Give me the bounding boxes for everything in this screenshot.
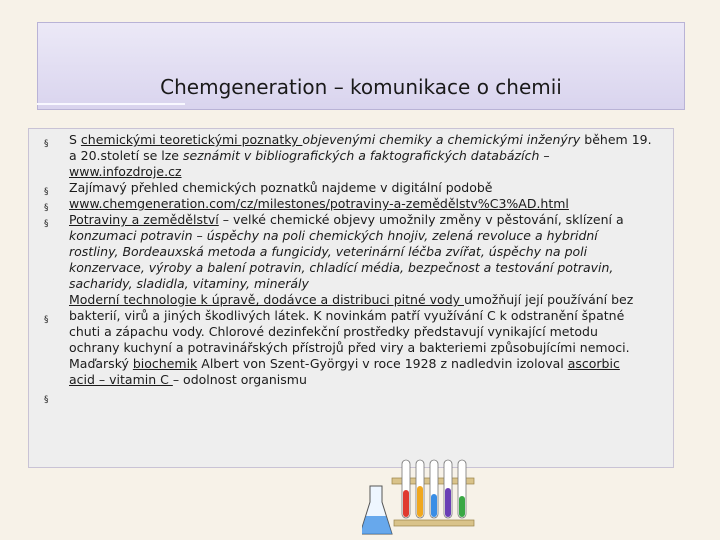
bullet-marker: § (44, 139, 49, 149)
bullet-marker: § (44, 219, 49, 229)
link-vitamin-c[interactable]: acid – vitamin C (69, 372, 173, 387)
link-chemgeneration[interactable]: www.chemgeneration.com/cz/milestones/potraviny-a-zemědělstv%C3%AD.html (69, 196, 569, 211)
text: umožňují její používání bez (464, 292, 634, 307)
bullet-marker: § (44, 315, 49, 325)
bullet-marker: § (44, 187, 49, 197)
link-chemical-knowledge[interactable]: chemickými teoretickými poznatky (80, 132, 303, 147)
text: během 19. (580, 132, 652, 147)
bullet-4-line-3: rostliny, Bordeauxská metoda a fungicidy, veterinární léčba zvířat, úspěchy na poli (69, 244, 588, 259)
bullet-5-line-1 (69, 292, 673, 308)
bullet-3-line-1 (69, 196, 673, 212)
title-box (37, 22, 685, 110)
bullet-2-line-1: Zajímavý přehled chemických poznatků najdeme v digitální podobě (69, 180, 493, 195)
link-infozdroje[interactable]: www.infozdroje.cz (69, 164, 182, 179)
bullet-1-line-3 (69, 164, 673, 180)
text: Albert von Szent-Györgyi v roce 1928 z nadledvin izoloval (197, 356, 568, 371)
link-food-agriculture[interactable]: Potraviny a zemědělství (69, 212, 219, 227)
bullet-4-line-1 (69, 212, 673, 228)
slide-title: Chemgeneration – komunikace o chemii (160, 75, 562, 99)
text: S (69, 132, 81, 147)
bullet-6-line-2 (69, 372, 673, 388)
rack-base (394, 520, 474, 526)
text: objevenými chemiky a chemickými inženýry (302, 132, 581, 147)
text: seznámit v bibliografických a faktografických databázích – (182, 148, 550, 163)
link-biochemist[interactable]: biochemik (132, 356, 198, 371)
bullet-4-line-5: sacharidy, sladidla, vitaminy, minerály (69, 276, 309, 291)
bullet-5-line-4: ochrany kuchyní a potravinářských přístrojů před viry a bakteriemi způsobujícími nemoci. (69, 340, 630, 355)
text: – odolnost organismu (172, 372, 307, 387)
text: a 20.století se lze (69, 148, 183, 163)
text: Maďarský (69, 356, 133, 371)
bullet-1-line-2 (69, 148, 673, 164)
title-accent-line (37, 103, 185, 105)
bullet-6-line-1 (69, 356, 673, 372)
bullet-5-line-2: bakterií, virů a jiných škodlivých látek. K novinkám patří využívání C k odstranění špatné (69, 308, 625, 323)
bullet-1-line-1 (69, 132, 673, 148)
test-tubes-flask-icon (362, 450, 482, 540)
bullet-4-line-2: konzumaci potravin – úspěchy na poli chemických hnojiv, zelená revoluce a hybridní (69, 228, 598, 243)
bullet-5-line-3: chuti a zápachu vody. Chlorové dezinfekční prostředky představují vynikající metodu (69, 324, 598, 339)
test-tubes (402, 460, 466, 518)
text: – velké chemické objevy umožnily změny v pěstování, sklízení a (218, 212, 624, 227)
link-water-technology[interactable]: Moderní technologie k úpravě, dodávce a distribuci pitné vody (69, 292, 464, 307)
bullet-marker: § (44, 395, 49, 405)
link-ascorbic[interactable]: ascorbic (567, 356, 620, 371)
bullet-marker: § (44, 203, 49, 213)
flask (362, 486, 392, 534)
bullet-4-line-4: konzervace, výroby a balení potravin, chladící média, bezpečnost a testování potravin, (69, 260, 614, 275)
